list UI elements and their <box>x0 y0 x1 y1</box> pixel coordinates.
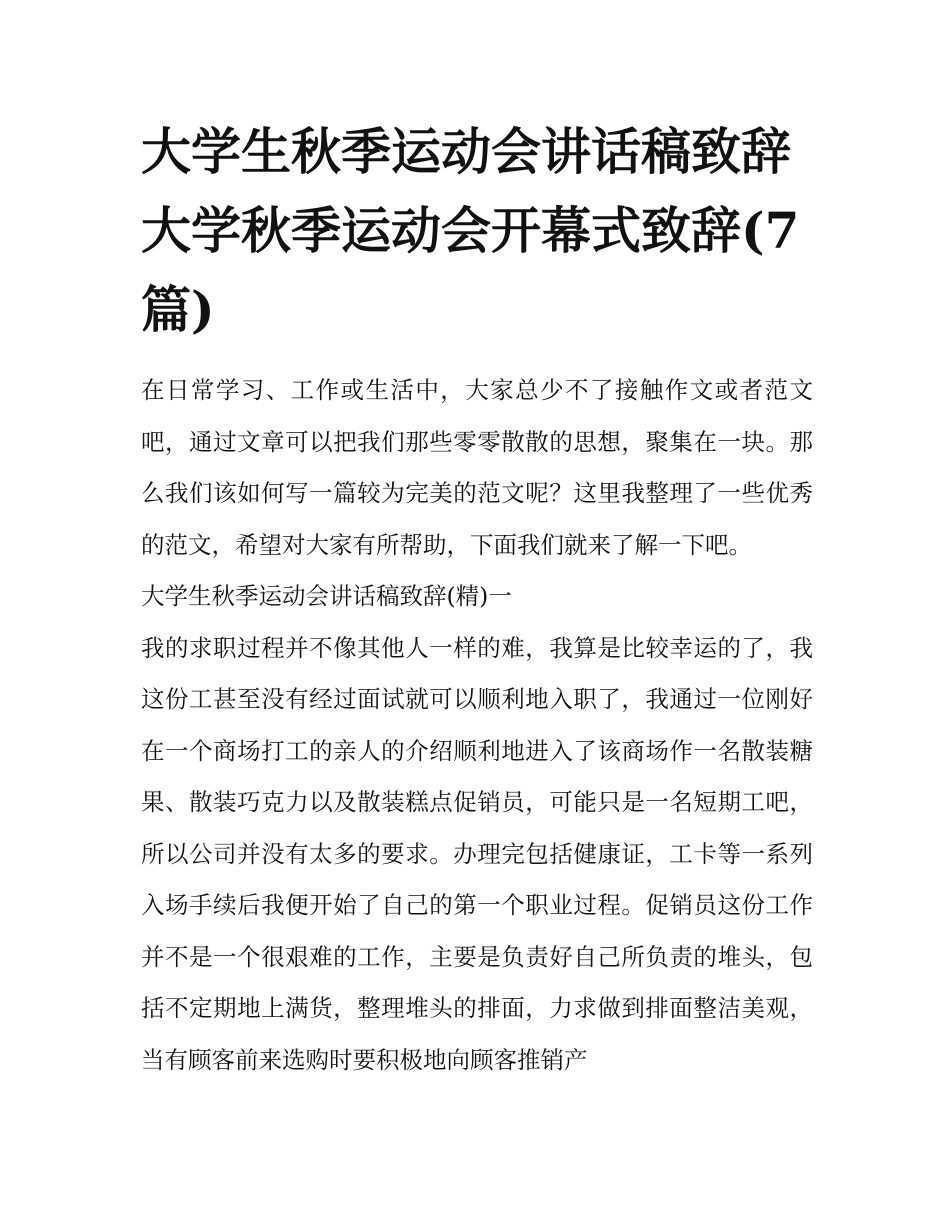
intro-paragraph: 在日常学习、工作或生活中，大家总少不了接触作文或者范文吧，通过文章可以把我们那些零零散散的思想，聚集在一块。那么我们该如何写一篇较为完美的范文呢？这里我整理了一些优秀的范文，希望对大家有所帮助，下面我们就来了解一下吧。 <box>141 376 813 559</box>
section-heading: 大学生秋季运动会讲话稿致辞(精)一 <box>141 582 512 610</box>
document-title: 大学生秋季运动会讲话稿致辞 大学秋季运动会开幕式致辞(7篇) <box>141 122 800 339</box>
body-paragraph: 我的求职过程并不像其他人一样的难，我算是比较幸运的了，我这份工甚至没有经过面试就可以顺利地入职了，我通过一位刚好在一个商场打工的亲人的介绍顺利地进入了该商场作一名散装糖果、散装巧克力以及散装糕点促销员，可能只是一名短期工吧，所以公司并没有太多的要求。办理完包括健康证，工卡等一系列入场手续后我便开始了自己的第一个职业过程。促销员这份工作并不是一个很艰难的工作，主要是负责好自己所负责的堆头，包括不定期地上满货，整理堆头的排面，力求做到排面整洁美观，当有顾客前来选购时要积极地向顾客推销产 <box>141 633 813 1074</box>
document-page <box>141 112 813 1086</box>
